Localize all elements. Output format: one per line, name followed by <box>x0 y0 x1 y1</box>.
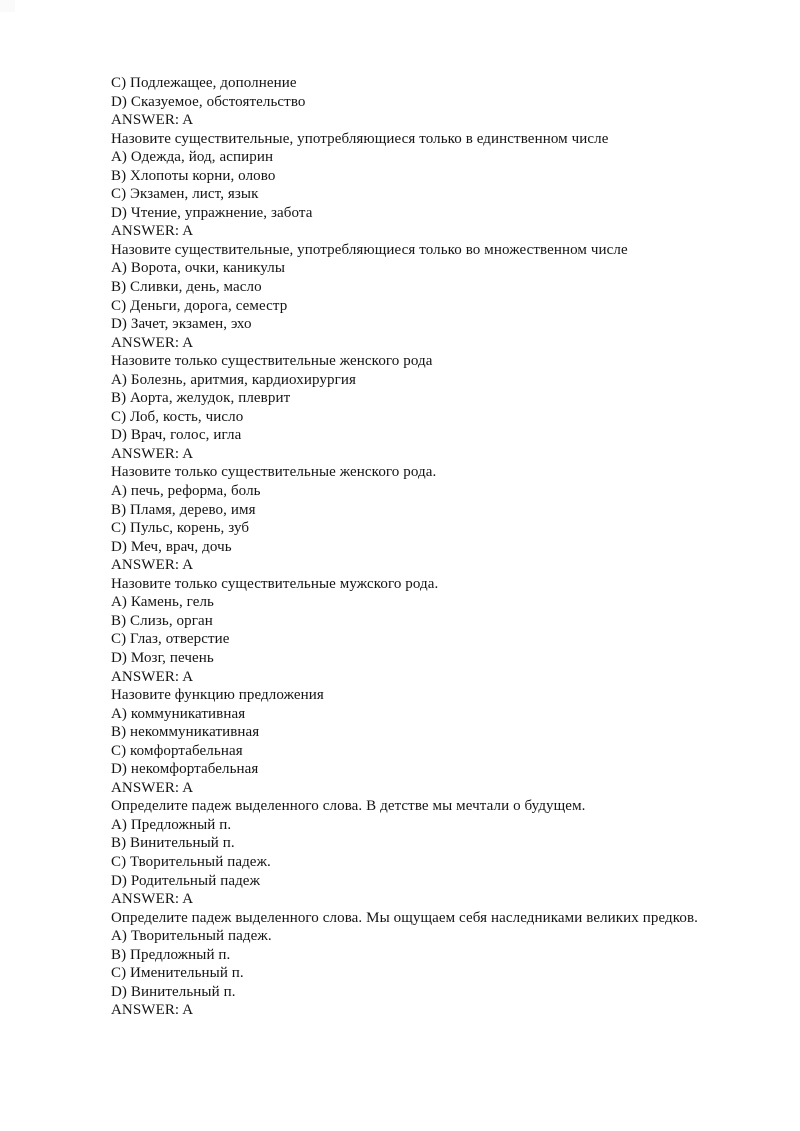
option-text: C) комфортабельная <box>111 742 243 759</box>
question-text: Назовите только существительные мужского рода. <box>111 575 439 592</box>
option-text: C) Подлежащее, дополнение <box>111 75 297 91</box>
option-text: D) Чтение, упражнение, забота <box>111 204 313 221</box>
option-text: D) некомфортабельная <box>111 761 259 778</box>
option-text: B) некоммуникативная <box>111 724 260 741</box>
answer-text: ANSWER: A <box>111 223 194 240</box>
option-text: C) Лоб, кость, число <box>111 408 244 425</box>
answer-text: ANSWER: A <box>111 891 194 908</box>
option-text: D) Мозг, печень <box>111 649 214 666</box>
option-text: B) Винительный п. <box>111 835 235 852</box>
option-text: A) Камень, гель <box>111 594 214 611</box>
option-text: D) Винительный п. <box>111 983 236 1000</box>
answer-text: ANSWER: A <box>111 445 194 462</box>
option-text: B) Пламя, дерево, имя <box>111 501 256 518</box>
option-text: C) Экзамен, лист, язык <box>111 186 259 203</box>
question-text: Назовите только существительные женского рода <box>111 353 433 370</box>
option-text: A) печь, реформа, боль <box>111 483 261 500</box>
question-text: Назовите только существительные женского рода. <box>111 464 437 481</box>
question-text: Определите падеж выделенного слова. В детстве мы мечтали о будущем. <box>111 798 586 815</box>
answer-text: ANSWER: A <box>111 1002 194 1019</box>
option-text: A) Предложный п. <box>111 816 232 833</box>
option-text: D) Зачет, экзамен, эхо <box>111 316 252 333</box>
option-text: B) Хлопоты корни, олово <box>111 167 276 184</box>
answer-text: ANSWER: A <box>111 112 194 129</box>
option-text: D) Родительный падеж <box>111 872 261 889</box>
option-text: A) коммуникативная <box>111 705 246 722</box>
quiz-text <box>111 74 698 1020</box>
scan-artifact <box>0 0 15 12</box>
option-text: C) Именительный п. <box>111 965 244 982</box>
option-text: C) Деньги, дорога, семестр <box>111 297 288 314</box>
question-text: Назовите функцию предложения <box>111 687 324 704</box>
option-text: B) Предложный п. <box>111 946 231 963</box>
option-text: C) Творительный падеж. <box>111 853 271 870</box>
answer-text: ANSWER: A <box>111 334 194 351</box>
question-text: Назовите существительные, употребляющиеся только во множественном числе <box>111 241 628 258</box>
option-text: B) Аорта, желудок, плеврит <box>111 390 291 407</box>
option-text: D) Меч, врач, дочь <box>111 538 232 555</box>
option-text: A) Ворота, очки, каникулы <box>111 260 286 277</box>
option-text: A) Болезнь, аритмия, кардиохирургия <box>111 371 356 388</box>
answer-text: ANSWER: A <box>111 668 194 685</box>
question-text: Назовите существительные, употребляющиеся только в единственном числе <box>111 130 609 147</box>
answer-text: ANSWER: A <box>111 557 194 574</box>
option-text: A) Одежда, йод, аспирин <box>111 149 274 166</box>
option-text: B) Сливки, день, масло <box>111 279 262 296</box>
option-text: D) Сказуемое, обстоятельство <box>111 93 306 110</box>
question-text: Определите падеж выделенного слова. Мы ощущаем себя наследниками великих предков. <box>111 909 699 926</box>
option-text: A) Творительный падеж. <box>111 928 272 945</box>
option-text: B) Слизь, орган <box>111 612 213 629</box>
option-text: C) Пульс, корень, зуб <box>111 520 250 537</box>
answer-text: ANSWER: A <box>111 779 194 796</box>
option-text: D) Врач, голос, игла <box>111 427 242 444</box>
option-text: C) Глаз, отверстие <box>111 631 230 648</box>
